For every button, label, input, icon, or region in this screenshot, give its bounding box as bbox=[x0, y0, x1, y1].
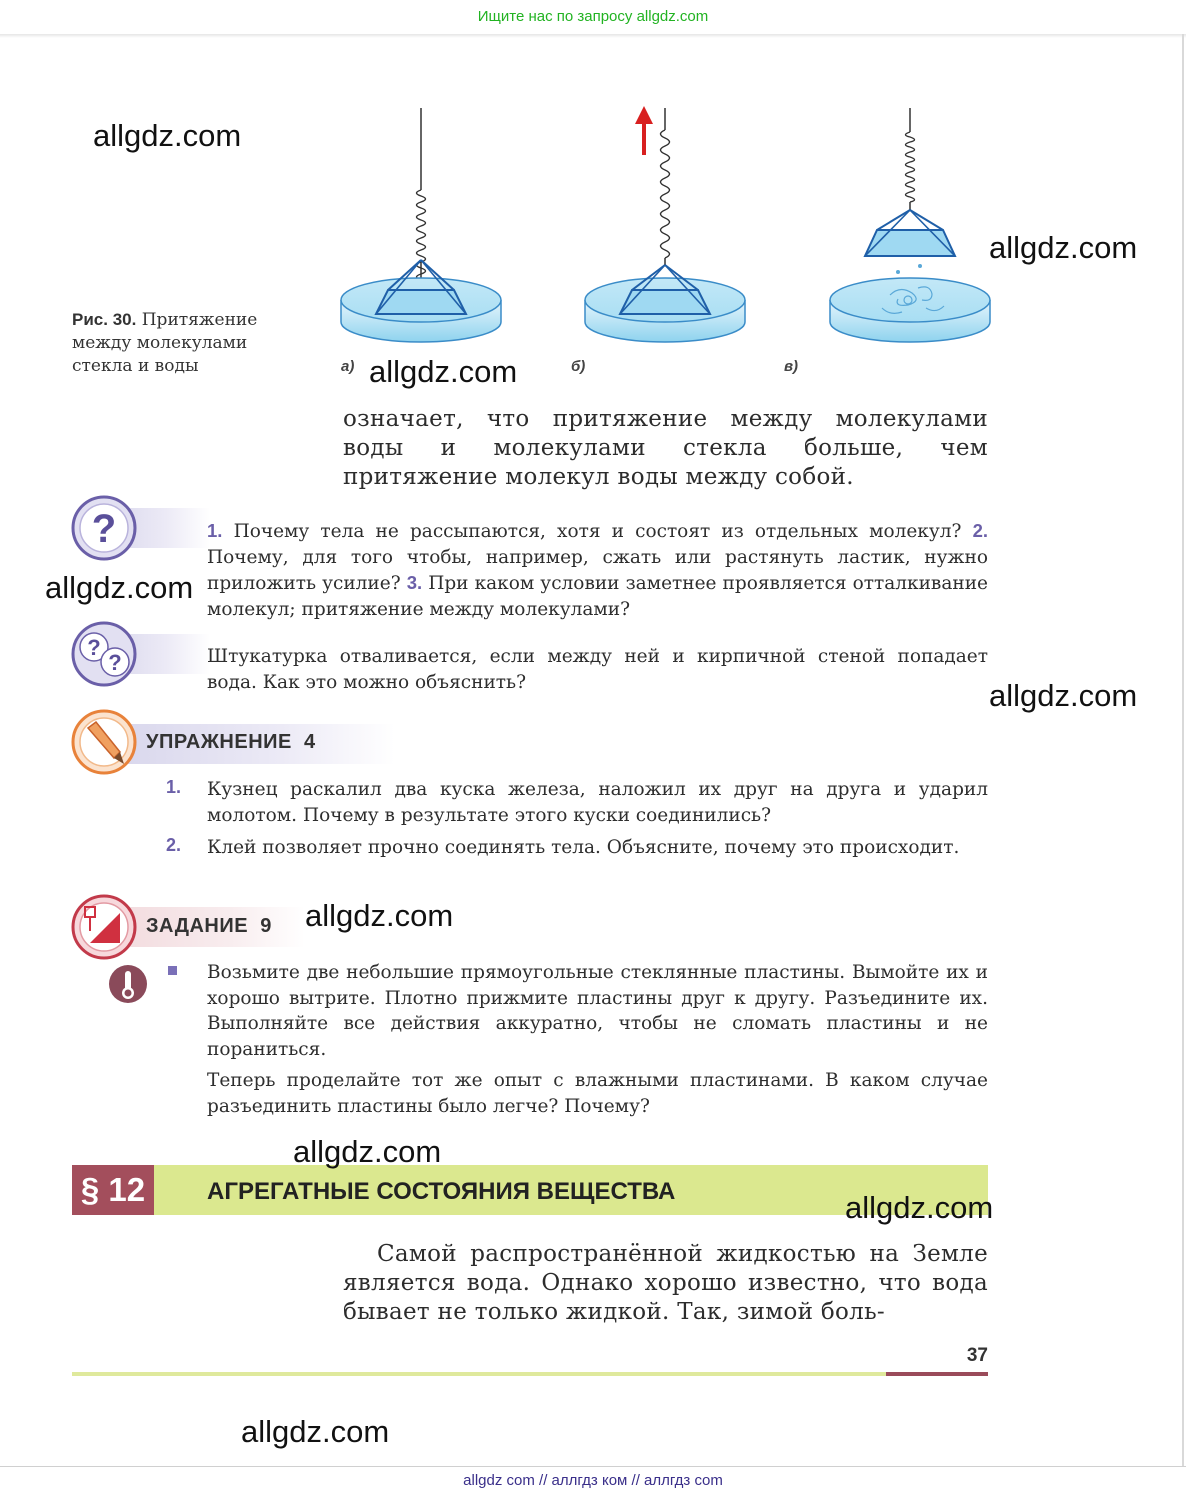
exercise-item-2-number: 2. bbox=[166, 835, 182, 855]
panel-c-drawing bbox=[830, 108, 990, 342]
panel-a-drawing bbox=[341, 108, 501, 342]
exercise-title: УПРАЖНЕНИЕ bbox=[146, 731, 292, 753]
paragraph-top: означает, что притяжение между молекулами воды и молекулами стекла больше, чем притяжение молекул воды между собой. bbox=[343, 406, 988, 490]
exercise-item-2-text: Клей позволяет прочно соединять тела. Объясните, почему это происходит. bbox=[207, 837, 960, 858]
task-paragraph-1: Возьмите две небольшие прямоугольные стеклянные пластины. Вымойте их и хорошо вытрите. Плотно прижмите пластины друг к другу. Разъедините их. Выполняйте все действия аккуратно, чтобы не сломать пластины и не пораниться. bbox=[207, 962, 988, 1060]
exercise-header bbox=[146, 731, 316, 754]
question-icon bbox=[70, 494, 140, 564]
task-number: 9 bbox=[260, 915, 272, 937]
watermark: allgdz.com bbox=[45, 570, 194, 605]
pencil-icon bbox=[70, 708, 140, 778]
section-number: § 12 bbox=[72, 1165, 154, 1215]
page-rule-accent bbox=[886, 1372, 988, 1376]
watermark: allgdz.com bbox=[845, 1190, 994, 1225]
section-title: АГРЕГАТНЫЕ СОСТОЯНИЯ ВЕЩЕСТВА bbox=[207, 1178, 676, 1205]
page-number: 37 bbox=[966, 1345, 988, 1366]
panel-b-drawing bbox=[585, 106, 745, 342]
discussion-icon bbox=[70, 620, 145, 690]
page-edge bbox=[1182, 34, 1184, 1466]
watermark: allgdz.com bbox=[241, 1414, 390, 1449]
figure-panel-a-label: а) bbox=[341, 358, 355, 375]
exercise-item-1-number: 1. bbox=[166, 777, 182, 797]
question-1-text: Почему тела не рассыпаются, хотя и состоят из отдельных молекул? bbox=[233, 521, 962, 542]
watermark: allgdz.com bbox=[369, 354, 518, 389]
section-paragraph: Самой распространённой жидкостью на Земле является вода. Однако хорошо известно, что вода бывает не только жидкой. Так, зимой боль- bbox=[343, 1241, 988, 1325]
figure-caption-text: Притяжение между молекулами стекла и воды bbox=[72, 310, 258, 376]
exercise-number: 4 bbox=[303, 731, 316, 753]
thermometer-icon bbox=[107, 963, 149, 1005]
question-1-number: 1. bbox=[207, 520, 223, 541]
watermark: allgdz.com bbox=[305, 898, 454, 933]
figure-label: Рис. 30. bbox=[72, 310, 137, 329]
discussion-text: Штукатурка отваливается, если между ней и кирпичной стеной попадает вода. Как это можно объяснить? bbox=[207, 646, 988, 693]
question-3-number: 3. bbox=[406, 572, 423, 593]
exercise-item-1-text: Кузнец раскалил два куска железа, наложил их друг на друга и ударил молотом. Почему в результате этого куски соединились? bbox=[207, 779, 988, 826]
watermark: allgdz.com bbox=[293, 1134, 442, 1169]
question-2-text: Почему, для того чтобы, например, сжать или растянуть ластик, нужно приложить усилие? bbox=[207, 546, 988, 594]
task-title: ЗАДАНИЕ bbox=[146, 915, 249, 937]
questions-text bbox=[207, 518, 988, 622]
task-paragraph-2: Теперь проделайте тот же опыт с влажными пластинами. В каком случае разъединить пластины было легче? Почему? bbox=[207, 1070, 988, 1117]
watermark: allgdz.com bbox=[989, 678, 1138, 713]
figure-caption bbox=[72, 308, 312, 378]
top-divider bbox=[0, 34, 1186, 38]
top-banner[interactable]: Ищите нас по запросу allgdz.com bbox=[477, 8, 709, 25]
task-icon bbox=[70, 893, 140, 963]
page-rule bbox=[72, 1372, 886, 1376]
bottom-banner[interactable]: allgdz com // аллгдз ком // аллгдз com bbox=[463, 1472, 723, 1489]
svg-text:?: ? bbox=[91, 507, 117, 551]
figure-panel-b-label: б) bbox=[571, 358, 586, 375]
watermark: allgdz.com bbox=[93, 118, 242, 153]
svg-text:?: ? bbox=[108, 650, 122, 675]
watermark: allgdz.com bbox=[989, 230, 1138, 265]
task-bullet bbox=[168, 966, 177, 975]
question-3-text: При каком условии заметнее проявляется отталкивание молекул; притяжение между молекулами? bbox=[207, 573, 988, 620]
svg-text:?: ? bbox=[87, 635, 101, 660]
figure-panel-c-label: в) bbox=[784, 358, 799, 375]
task-header bbox=[146, 915, 272, 938]
figure-30-illustration bbox=[330, 100, 1010, 350]
question-2-number: 2. bbox=[972, 520, 988, 541]
bottom-divider bbox=[0, 1466, 1186, 1467]
